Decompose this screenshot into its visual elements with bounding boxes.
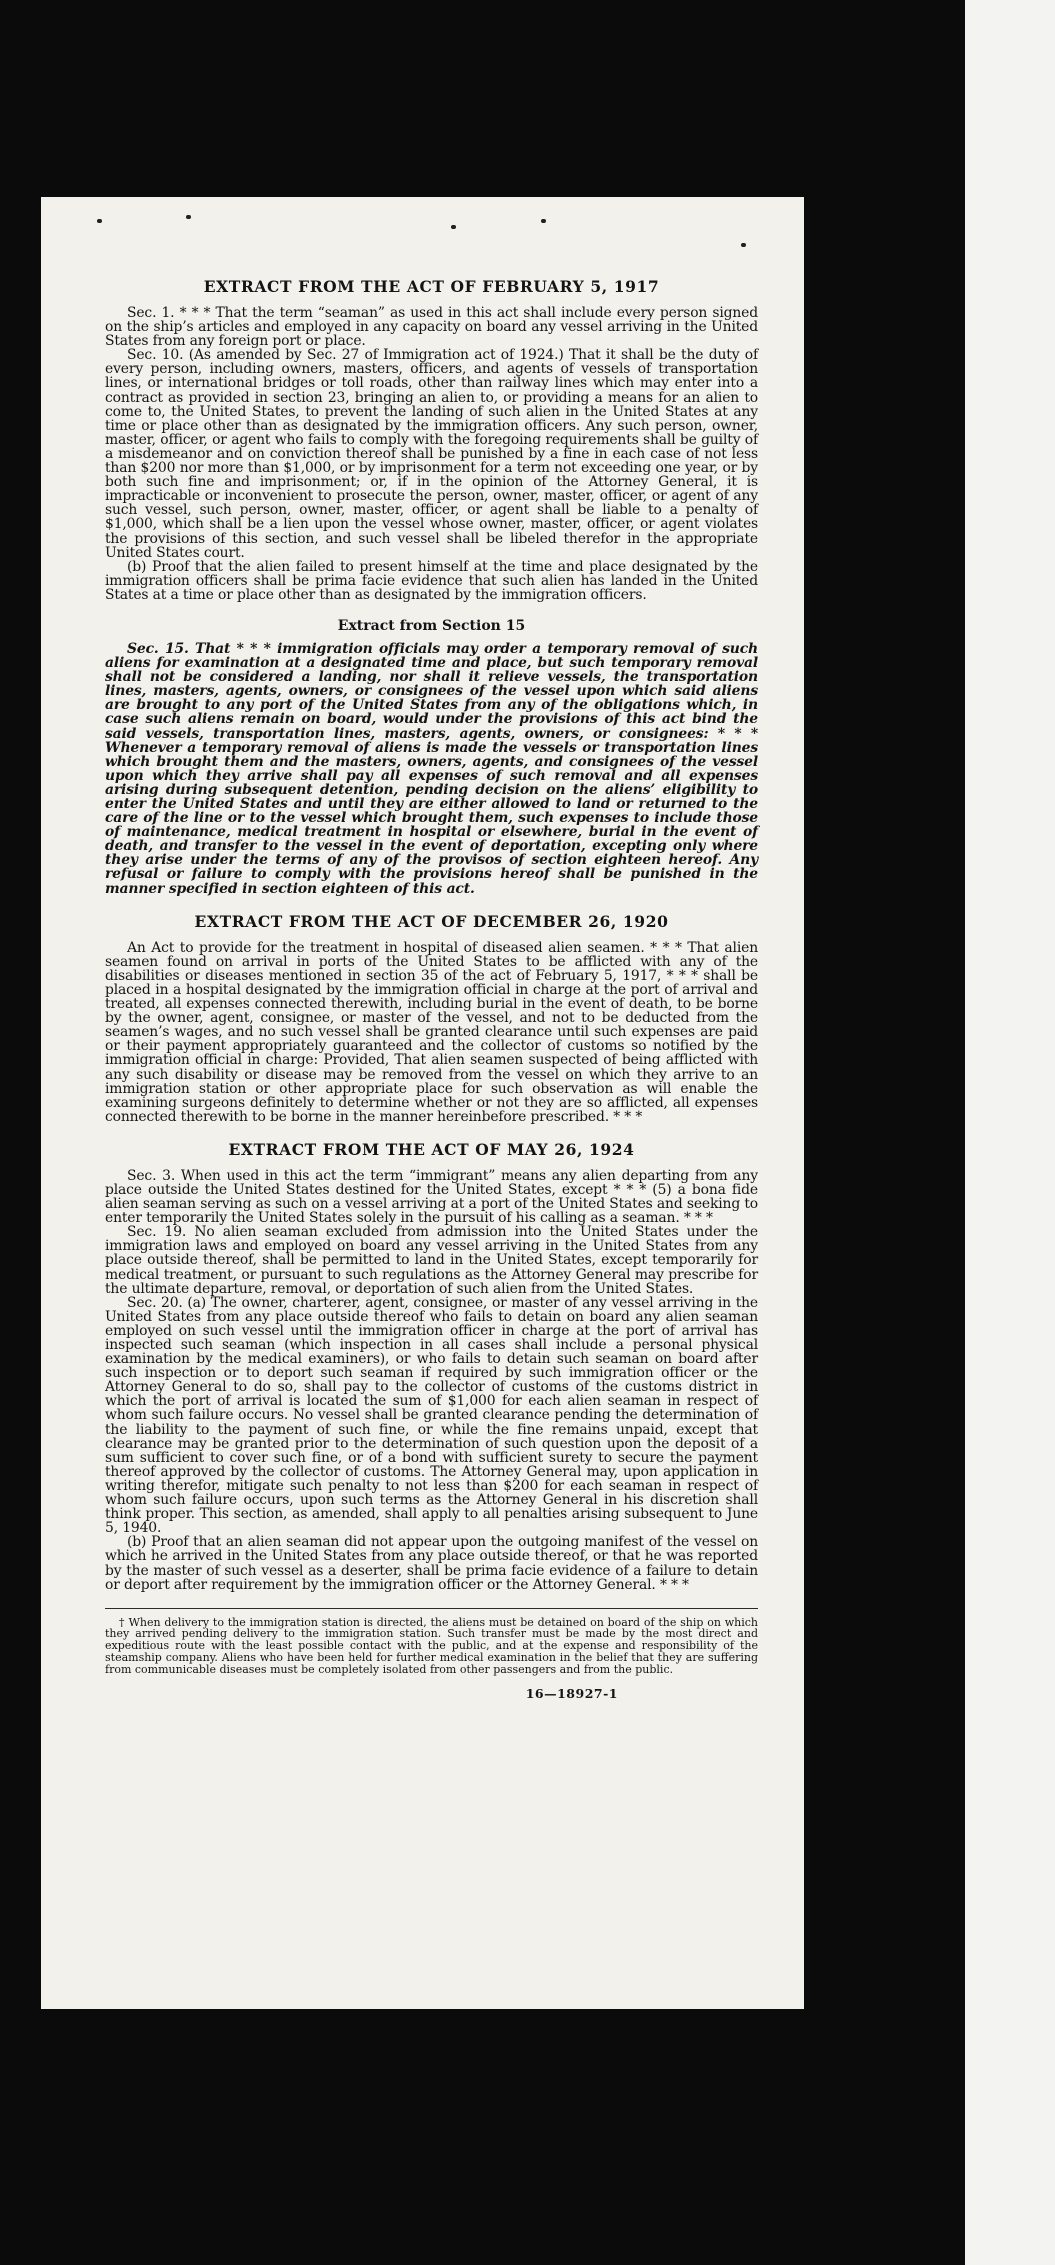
paragraph: Sec. 15. That * * * immigration officials may order a temporary removal of such aliens for examination at a designated time and place, but such temporary removal shall not be considered a landing, nor shall it relieve vessels, the transportation lines, masters, agents, owners, or consignees of the vessel upon which said aliens are brought to any port of the United States from any of the obligations which, in case such aliens remain on board, would under the provisions of this act bind the said vessels, transportation lines, masters, agents, owners, or consignees: * * * Whenever a temporary removal of aliens is made the vessels or transportation lines which brought them and the masters, owners, agents, and consignees of the vessel upon which they arrive shall pay all expenses of such removal and all expenses arising during subsequent detention, pending decision on the aliens’ eligibility to enter the United States and until they are either allowed to land or returned to the care of the line or to the vessel which brought them, such expenses to include those of maintenance, medical treatment in hospital or elsewhere, burial in the event of death, and transfer to the vessel in the event of deportation, excepting only where they arise under the terms of any of the provisos of section eighteen hereof. Any refusal or failure to comply with the provisions hereof shall be punished in the manner specified in section eighteen of this act. — [105, 640, 758, 897]
dust-speck — [186, 215, 191, 219]
paragraph: (b) Proof that the alien failed to present himself at the time and place designated by the immigration officers shall be prima facie evidence that such alien has landed in the United States at a time or place other than as designated by the immigration officers. — [105, 558, 758, 603]
paragraph: Sec. 3. When used in this act the term “immigrant” means any alien departing from any place outside the United States destined for the United States, except * * * (5) a bona fide alien seaman serving as such on a vessel arriving at a port of the United States and seeking to enter temporarily the United States solely in the pursuit of his calling as a seaman. * * * — [105, 1167, 758, 1227]
paragraph: (b) Proof that an alien seaman did not appear upon the outgoing manifest of the vessel on which he arrived in the United States from any place outside thereof, or that he was reported by the master of such vessel as a deserter, shall be prima facie evidence of a failure to detain or deport after requirement by the immigration officer or the Attorney General. * * * — [105, 1534, 758, 1593]
footnote: † When delivery to the immigration station is directed, the aliens must be detained on board of the ship on which they arrived pending delivery to the immigration station. Such transfer must be made by the most direct and expeditious route with the least possible contact with the public, and at the expense and responsibility of the steamship company. Aliens who have been held for further medical examination in the belief that they are suffering from communicable diseases must be completely isolated from other passengers and from the public. — [105, 1615, 758, 1676]
dust-speck — [541, 219, 546, 223]
scan-margin — [965, 0, 1055, 2265]
document-sheet — [41, 197, 804, 2009]
dust-speck — [741, 243, 746, 247]
section-heading: EXTRACT FROM THE ACT OF DECEMBER 26, 1920 — [194, 911, 669, 931]
section-heading: EXTRACT FROM THE ACT OF FEBRUARY 5, 1917 — [203, 277, 660, 296]
dust-speck — [451, 225, 456, 229]
section-act-1920 — [105, 912, 758, 1124]
footnote-divider — [105, 1608, 758, 1609]
section-subheading: Extract from Section 15 — [337, 617, 526, 634]
section-extract-15 — [105, 618, 758, 896]
document-number: 16—18927-1 — [525, 1685, 618, 1701]
paragraph: Sec. 20. (a) The owner, charterer, agent, consignee, or master of any vessel arriving in the United States from any place outside thereof who fails to detain on board any alien seaman employed on such vessel until the immigration officer in charge at the port of arrival has inspected such seaman (which inspection in all cases shall include a personal physical examination by the medical examiners), or who fails to detain such seaman on board after such inspection or to deport such seaman if required by such immigration officer or the Attorney General to do so, shall pay to the collector of customs of the customs district in which the port of arrival is located the sum of $1,000 for each alien seaman in respect of whom such failure occurs. No vessel shall be granted clearance pending the determination of the liability to the payment of such fine, or while the fine remains unpaid, except that clearance may be granted prior to the determination of such question upon the deposit of a sum sufficient to cover such fine, or of a bond with sufficient surety to secure the payment thereof approved by the collector of customs. The Attorney General may, upon application in writing therefor, mitigate such penalty to not less than $200 for each seaman in respect of whom such failure occurs, upon such terms as the Attorney General in his discretion shall think proper. This section, as amended, shall apply to all penalties arising subsequent to June 5, 1940. — [105, 1294, 758, 1537]
section-act-1917 — [105, 277, 758, 602]
paragraph: Sec. 19. No alien seaman excluded from admission into the United States under the immigration laws and employed on board any vessel arriving in the United States from any place outside thereof, shall be permitted to land in the United States, except temporarily for medical treatment, or pursuant to such regulations as the Attorney General may prescribe for the ultimate departure, removal, or deportation of such alien from the United States. — [105, 1224, 758, 1297]
paragraph: Sec. 10. (As amended by Sec. 27 of Immigration act of 1924.) That it shall be the duty of every person, including owners, masters, officers, and agents of vessels of transportation lines, or international bridges or toll roads, other than railway lines which may enter into a contract as provided in section 23, bringing an alien to, or providing a means for an alien to come to, the United States, to prevent the landing of such alien in the United States at any time or place other than as designated by the immigration officers. Any such person, owner, master, officer, or agent who fails to comply with the foregoing requirements shall be guilty of a misdemeanor and on conviction thereof shall be punished by a fine in each case of not less than $200 nor more than $1,000, or by imprisonment for a term not exceeding one year, or by both such fine and imprisonment; or, if in the opinion of the Attorney General, it is impracticable or inconvenient to prosecute the person, owner, master, officer, or agent of any such vessel, such person, owner, master, officer, or agent shall be liable to a penalty of $1,000, which shall be a lien upon the vessel whose owner, master, officer, or agent violates the provisions of this section, and such vessel shall be libeled therefor in the appropriate United States court. — [105, 347, 758, 561]
dust-speck — [97, 219, 102, 223]
paragraph: An Act to provide for the treatment in hospital of diseased alien seamen. * * * That alien seamen found on arrival in ports of the United States to be afflicted with any of the disabilities or diseases mentioned in section 35 of the act of February 5, 1917, * * * shall be placed in a hospital designated by the immigration official in charge at the port of arrival and treated, all expenses connected therewith, including burial in the event of death, to be borne by the owner, agent, consignee, or master of the vessel, and not to be deducted from the seamen’s wages, and no such vessel shall be granted clearance until such expenses are paid or their payment appropriately guaranteed and the collector of customs so notified by the immigration official in charge: Provided, That alien seamen suspected of being afflicted with any such disability or disease may be removed from the vessel on which they arrive to an immigration station or other appropriate place for such observation as will enable the examining surgeons definitely to determine whether or not they are so afflicted, all expenses connected therewith to be borne in the manner hereinbefore prescribed. * * * — [105, 939, 758, 1125]
section-heading: EXTRACT FROM THE ACT OF MAY 26, 1924 — [228, 1139, 635, 1159]
section-act-1924 — [105, 1140, 758, 1592]
paragraph: Sec. 1. * * * That the term “seaman” as used in this act shall include every person signed on the ship’s articles and employed in any capacity on board any vessel arriving in the United States from any foreign port or place. — [105, 305, 758, 350]
